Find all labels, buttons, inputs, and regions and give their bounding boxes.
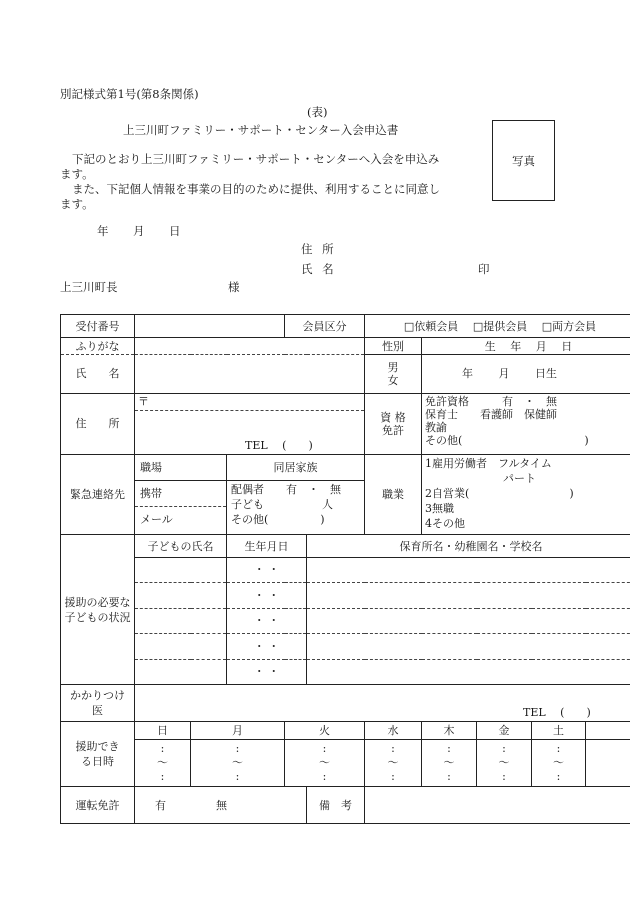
reception-number-label: 受付番号 <box>61 315 135 338</box>
name-field[interactable] <box>135 354 365 393</box>
para1-line2: ます。 <box>60 167 94 181</box>
family-doctor-label: かかりつけ 医 <box>61 685 135 722</box>
household-family[interactable]: 同居家族 配偶者 有 ・ 無 子ども 人 その他( ) <box>227 454 365 535</box>
date-month: 月 <box>133 224 145 238</box>
form-title: 上三川町ファミリー・サポート・センター入会申込書 <box>123 123 399 137</box>
day-monday: 月 <box>191 721 285 739</box>
child-school-header: 保育所名・幼稚園名・学校名 <box>307 535 630 557</box>
date-day: 日 <box>169 224 181 238</box>
child-name-field[interactable] <box>135 634 227 660</box>
time-saturday[interactable]: : 〜 : <box>532 740 586 787</box>
emergency-contacts <box>135 454 227 535</box>
application-paragraph <box>60 152 480 182</box>
day-wednesday: 水 <box>365 721 422 739</box>
furigana-label: ふりがな <box>61 338 135 354</box>
child-name-field[interactable] <box>135 608 227 634</box>
child-birth-header: 生年月日 <box>227 535 307 557</box>
date-year: 年 <box>97 224 109 238</box>
birth-date-field[interactable]: 年 月 日生 <box>422 354 630 393</box>
child-name-field[interactable] <box>135 659 227 685</box>
seal-mark: 印 <box>478 262 490 276</box>
day-tuesday: 火 <box>285 721 365 739</box>
family-doctor-field[interactable]: TEL ( ) <box>135 685 630 722</box>
child-birth-field[interactable]: ・ ・ <box>227 634 307 660</box>
drivers-license-options[interactable]: 有 無 <box>135 787 307 824</box>
child-school-field[interactable] <box>307 659 630 685</box>
time-wednesday[interactable]: : 〜 : <box>365 740 422 787</box>
time-friday[interactable]: : 〜 : <box>477 740 532 787</box>
child-school-field[interactable] <box>307 557 630 583</box>
remarks-field[interactable] <box>365 787 630 824</box>
child-school-field[interactable] <box>307 634 630 660</box>
para1-line1: 下記のとおり上三川町ファミリー・サポート・センターへ入会を申込み <box>72 152 440 166</box>
mail-label: メール <box>140 512 173 526</box>
time-sunday[interactable]: : 〜 : <box>135 740 191 787</box>
honorific: 様 <box>228 280 240 294</box>
member-class-options <box>365 315 630 338</box>
child-name-field[interactable] <box>135 557 227 583</box>
child-birth-field[interactable]: ・ ・ <box>227 583 307 609</box>
postal-code: 〒 <box>135 394 364 411</box>
addressee: 上三川町長 <box>60 280 118 294</box>
child-birth-field[interactable]: ・ ・ <box>227 557 307 583</box>
day-extra <box>586 721 630 739</box>
child-status-label: 援助の必要な子どもの状況 <box>61 535 135 685</box>
application-form-table <box>60 314 630 824</box>
option-providing-member[interactable]: □提供会員 <box>472 319 528 333</box>
time-extra[interactable] <box>586 740 630 787</box>
reception-number-field[interactable] <box>135 315 285 338</box>
gender-label: 性別 <box>365 338 422 354</box>
qualification-label: 資 格 免許 <box>365 393 422 454</box>
mobile-label: 携帯 <box>135 481 226 507</box>
form-number: 別記様式第1号(第8条関係) <box>60 87 199 101</box>
furigana-field[interactable] <box>135 338 365 354</box>
drivers-license-label: 運転免許 <box>61 787 135 824</box>
photo-box <box>492 120 555 201</box>
option-both-member[interactable]: □両方会員 <box>541 319 597 333</box>
time-monday[interactable]: : 〜 : <box>191 740 285 787</box>
gender-options[interactable]: 男 女 <box>365 354 422 393</box>
name-label: 氏 名 <box>61 354 135 393</box>
occupation-label: 職業 <box>365 454 422 535</box>
consent-paragraph <box>60 182 480 212</box>
child-name-field[interactable] <box>135 583 227 609</box>
para2-line2: ます。 <box>60 197 94 211</box>
qualification-options[interactable]: 免許資格 有 ・ 無 保育士 看護師 保健師 教諭 その他( ) <box>422 393 630 454</box>
address-field[interactable] <box>135 393 365 454</box>
applicant-name-label: 氏 名 <box>301 262 334 276</box>
birth-date-header: 生 年 月 日 <box>422 338 630 354</box>
day-thursday: 木 <box>422 721 477 739</box>
child-birth-field[interactable]: ・ ・ <box>227 608 307 634</box>
occupation-options[interactable]: 1雇用労働者 フルタイム パート 2自営業( ) 3無職 4その他 <box>422 454 630 535</box>
remarks-label: 備 考 <box>307 787 365 824</box>
day-saturday: 土 <box>532 721 586 739</box>
member-class-label: 会員区分 <box>285 315 365 338</box>
applicant-address-label: 住 所 <box>301 242 334 256</box>
form-side-label: (表) <box>307 105 328 119</box>
address-label: 住 所 <box>61 393 135 454</box>
child-school-field[interactable] <box>307 583 630 609</box>
para2-line1: また、下記個人情報を事業の目的のために提供、利用することに同意し <box>72 182 440 196</box>
photo-label: 写真 <box>512 154 535 168</box>
time-thursday[interactable]: : 〜 : <box>422 740 477 787</box>
option-requesting-member[interactable]: □依頼会員 <box>403 319 459 333</box>
workplace-label: 職場 <box>135 455 226 481</box>
day-friday: 金 <box>477 721 532 739</box>
child-school-field[interactable] <box>307 608 630 634</box>
available-schedule-label: 援助できる日時 <box>61 721 135 786</box>
household-family-label: 同居家族 <box>227 455 364 481</box>
day-sunday: 日 <box>135 721 191 739</box>
emergency-contact-label: 緊急連絡先 <box>61 454 135 535</box>
child-birth-field[interactable]: ・ ・ <box>227 659 307 685</box>
child-name-header: 子どもの氏名 <box>135 535 227 557</box>
address-tel: TEL ( ) <box>245 438 313 452</box>
time-tuesday[interactable]: : 〜 : <box>285 740 365 787</box>
